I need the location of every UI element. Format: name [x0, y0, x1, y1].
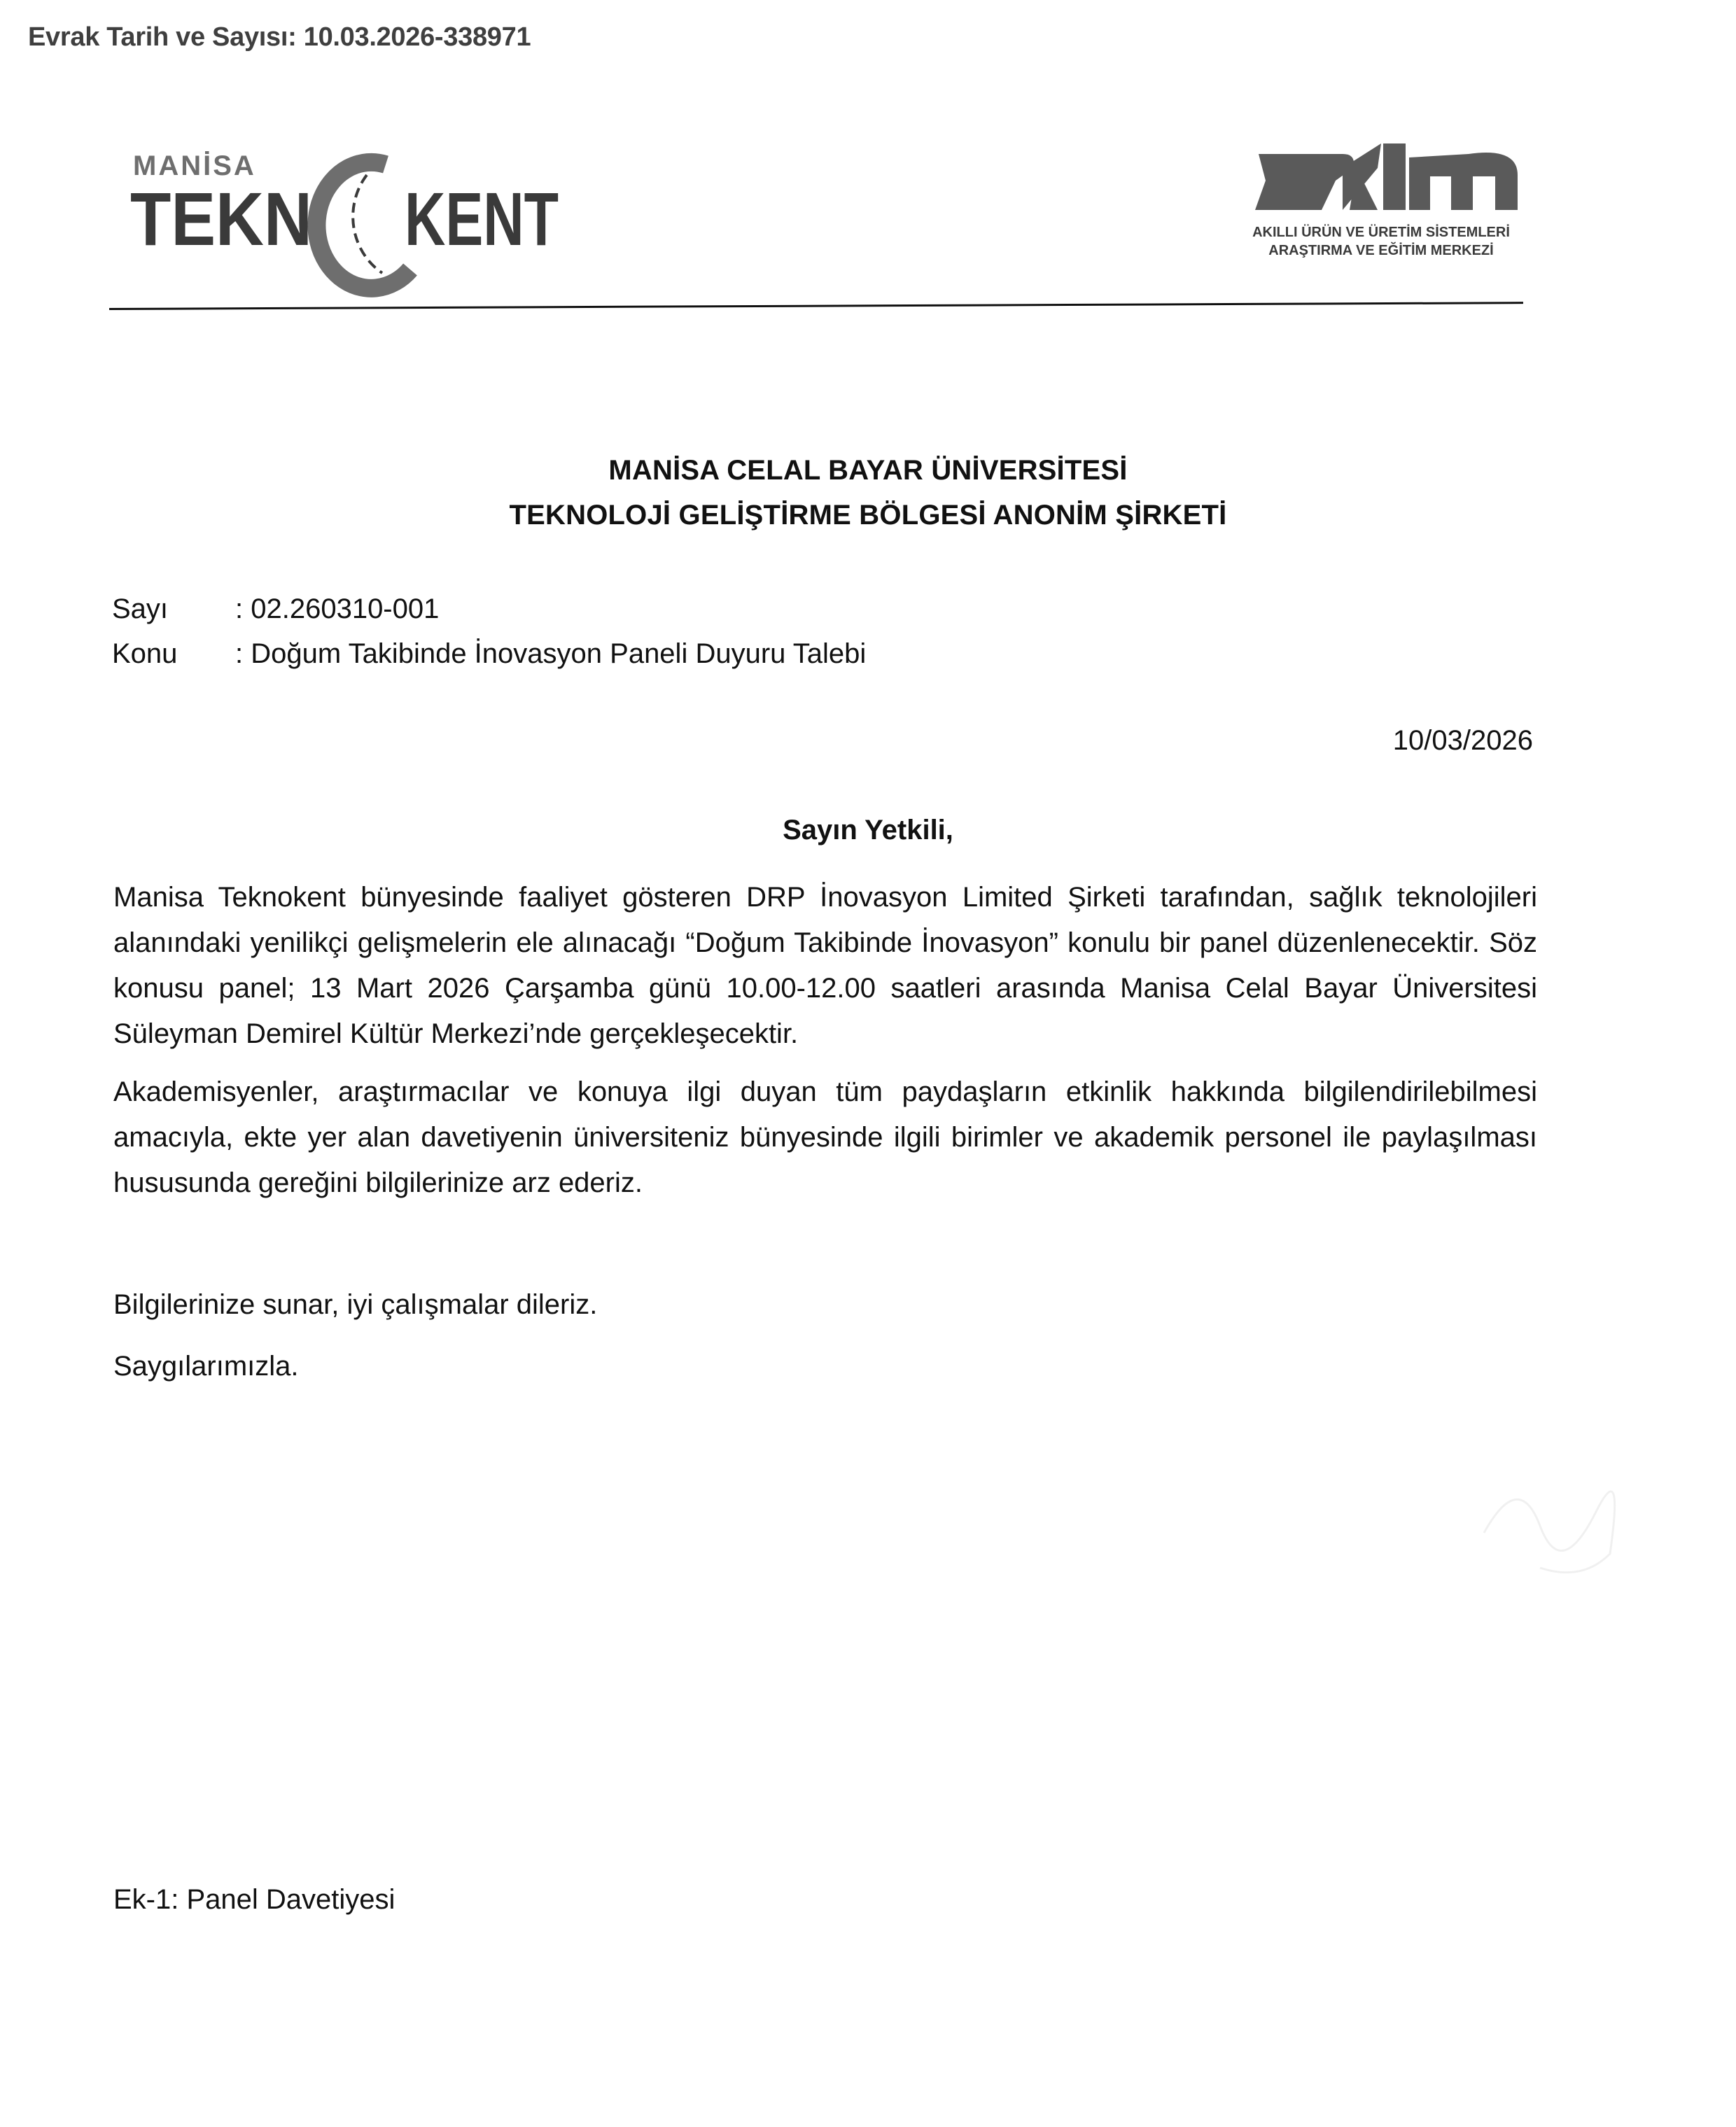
- header-divider: [109, 302, 1523, 310]
- logo-manisa-text: MANİSA: [133, 150, 256, 181]
- akum-line2: ARAŞTIRMA VE EĞİTİM MERKEZİ: [1268, 243, 1494, 258]
- konu-row: [112, 638, 866, 670]
- akum-line1: AKILLI ÜRÜN VE ÜRETİM SİSTEMLERİ: [1252, 225, 1510, 240]
- closing-line-1: Bilgilerinize sunar, iyi çalışmalar dileriz.: [113, 1289, 598, 1320]
- akum-mark-icon: [1255, 143, 1518, 210]
- konu-label: Konu: [112, 638, 178, 669]
- institution-name-line1: MANİSA CELAL BAYAR ÜNİVERSİTESİ: [608, 455, 1128, 486]
- konu-value: : Doğum Takibinde İnovasyon Paneli Duyuru Talebi: [235, 638, 867, 669]
- logo-tekn-text: TEKN: [130, 176, 312, 261]
- teknokent-logo: [130, 140, 564, 287]
- institution-name-line2: TEKNOLOJİ GELİŞTİRME BÖLGESİ ANONİM ŞİRKETİ: [509, 500, 1227, 531]
- akum-logo: [1238, 126, 1532, 273]
- logo-dashed-arc-icon: [353, 175, 382, 273]
- sayi-label: Sayı: [112, 594, 169, 624]
- annex-label: Ek-1: Panel Davetiyesi: [113, 1884, 396, 1915]
- faint-signature-icon: [1456, 1428, 1666, 1610]
- logo-kent-text: KENT: [405, 176, 559, 261]
- akum-logo-mark: [1238, 126, 1532, 273]
- salutation: Sayın Yetkili,: [783, 815, 953, 845]
- document-stamp: Evrak Tarih ve Sayısı: 10.03.2026-338971: [28, 22, 531, 52]
- closing-line-2: Saygılarımızla.: [113, 1351, 299, 1382]
- sayi-row: [112, 594, 439, 625]
- body-paragraph-1: Manisa Teknokent bünyesinde faaliyet gösteren DRP İnovasyon Limited Şirketi tarafından, sağlık teknolojileri alanındaki yenilikçi gelişmelerin ele alınacağı “Doğum Takibinde İnovasyon” konulu bir panel düzenlenecektir. Söz konusu panel; 13 Mart 2026 Çarşamba günü 10.00-12.00 saatleri arasında Manisa Celal Bayar Üniversitesi Süleyman Demirel Kültür Merkezi’nde gerçekleşecektir.: [113, 882, 1537, 1049]
- teknokent-logo-mark: [130, 140, 564, 287]
- sayi-value: : 02.260310-001: [235, 594, 440, 624]
- body-paragraph-2: Akademisyenler, araştırmacılar ve konuya ilgi duyan tüm paydaşların etkinlik hakkında bilgilendirilebilmesi amacıyla, ekte yer alan davetiyenin üniversiteniz bünyesinde ilgili birimler ve akademik personel ile paylaşılması hususunda gereğini bilgilerinize arz ederiz.: [113, 1076, 1537, 1198]
- letter-date: 10/03/2026: [1392, 725, 1533, 756]
